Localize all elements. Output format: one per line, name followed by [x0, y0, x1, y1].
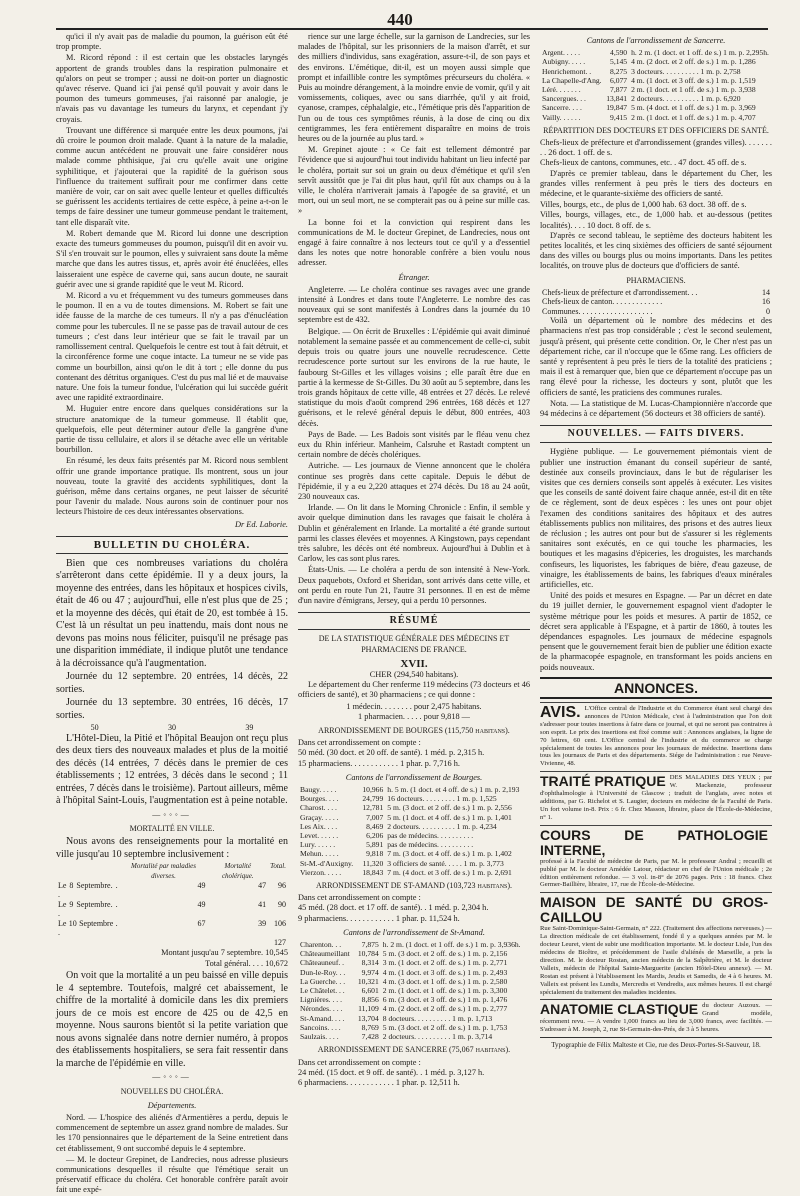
table-header: Mortalité par maladies diverses.: [131, 862, 196, 880]
ad-anatomie: [540, 999, 772, 1034]
page-number: 440: [387, 10, 413, 29]
table-row: [298, 968, 530, 977]
table-cell: 18,843: [362, 867, 384, 877]
mortalite-table: [56, 862, 288, 947]
ratio-pharmacien: 1 pharmacien. . . . . pour 9,818 —: [358, 711, 470, 721]
cantons-stamand-title: Cantons de l'arrondissement de St-Amand.: [343, 927, 485, 937]
ricord-discussion: [56, 32, 288, 518]
table-cell: 7 m. (4 doct. et 3 off. de s.) 1 m. p. 2,691: [387, 867, 512, 877]
paragraph: M. Grepinet ajoute : « Ce fait est tellement démontré par l'évidence que si aujourd'hui tout individu habitant un lieu infecté par le choléra, portait sur soi un grain ou deux d'émétique et qu'il s'en servît aussitôt que je l'ai dit plus haut, qu'il fût aux champs ou à la ville, le choléra n'arriverait jamais à l'apogée de sa gravité, et un mort, oui un seul mort, ne se compterait pas ou à peine sur mille cas. »: [298, 145, 530, 216]
table-cell: h. 5 m. (1 doct. et 4 off. de s.) 1 m. p. 2,193: [387, 785, 520, 795]
table-row: [540, 85, 772, 94]
ad-traite: [540, 771, 772, 821]
table-cell: 5 m. (1 doct. et 4 off. de s.) 1 m. p. 1,401: [387, 812, 512, 822]
table-cell: 4 m. (2 doct. et 2 off. de s.) 1 m. p. 2,777: [382, 1004, 508, 1014]
table-row: [540, 57, 772, 66]
table-cell: 16 docteurs. . . . . . . . . 1 m. p. 1,525: [387, 794, 497, 804]
arr-sancerre-l1: 24 méd. (15 doct. et 9 off. de santé). . 1 méd. p. 3,127 h.: [298, 1067, 485, 1077]
column-2: [298, 32, 530, 1101]
printer-footer: Typographie de Félix Malteste et Cie, rue des Deux-Portes-St-Sauveur, 18.: [540, 1037, 772, 1050]
table-row: [540, 297, 772, 306]
table-cell: Chefs-lieux de préfecture et d'arrondissement. . .: [542, 287, 698, 297]
table-cell: Henrichemont. .: [542, 66, 592, 76]
table-row: [298, 940, 530, 949]
arr-bourges-intro: Dans cet arrondissement on compte :: [298, 738, 421, 748]
paragraph: En résumé, les deux faits présentés par M. Ricord nous semblent offrir une grande importance pratique. Ils montrent, sous un jour nouveau, toute la gravité des accidents syphilitiques, dont la guérison, même dans certains organes, ne peut laisser de sécurité pour l'avenir du malade. Nous aurons soin de continuer pour nos lecteurs l'histoire de ces deux intéressantes observations.: [56, 456, 288, 517]
table-cell: 4 m. (3 doct. et 1 off. de s.) 1 m. p. 2,580: [382, 976, 508, 986]
bulletin-number: 30: [167, 723, 176, 733]
table-row: [298, 986, 530, 995]
ad-cours: [540, 825, 772, 890]
table-cell: 47: [258, 881, 267, 891]
cantons-sancerre-title: Cantons de l'arrondissement de Sancerre.: [586, 36, 726, 45]
arr-bourges-l1: 50 méd. (30 doct. et 20 off. de santé). 1 méd. p. 2,315 h.: [298, 748, 485, 758]
table-row: [56, 881, 288, 900]
departements-label: Départements.: [147, 1100, 197, 1110]
repartition-l2: Chefs-lieux de cantons, communes, etc. . 47 doct. 45 off. de s.: [540, 158, 747, 168]
table-cell: 4 m. (2 doct. et 2 off. de s.) 1 m. p. 1,286: [631, 57, 756, 67]
table-cell: Sancergues. . .: [542, 94, 586, 104]
table-cell: Nérondes. . . .: [300, 1004, 343, 1014]
table-cell: Graçay. . . . .: [300, 812, 339, 822]
table-row: [540, 76, 772, 85]
paragraph: Pays de Bade. — Les Badois sont visités par le fléau venu chez eux du Rhin inférieur. Manheim, Calsruhe et Rastadt comptent un certain nombre de décès cholériques.: [298, 429, 530, 460]
table-row: [540, 307, 772, 316]
table-row: [298, 868, 530, 877]
table-cell: 13,704: [357, 1013, 379, 1023]
table-row: [540, 67, 772, 76]
paragraph: Bien que ces nombreuses variations du choléra s'arrêteront dans cette épidémie. Il y a deux jours, la moyenne des entrées, dans les hôpitaux et hospices civils, était de 46 ou 47 ; aujourd'hui, elle n'est plus que de 25 ; et la moyenne des décès, qui était de 20, est tombée à 15. C'est là un résultat un peu inattendu, mais dont nous ne devons pas moins nous féliciter, puisqu'il ne présage pas une disparition immédiate, il indique plutôt une tendance à la décroissance qu'à l'augmentation.: [56, 557, 288, 669]
table-cell: Vierzon. . . . .: [300, 867, 342, 877]
table-cell: 5 m. (3 doct. et 2 off. de s.) 1 m. p. 1,753: [382, 1022, 508, 1032]
table-row: [540, 94, 772, 103]
cher-line: CHER (294,540 habitans).: [369, 669, 459, 679]
faits-hygiene: Hygiène publique. — Le gouvernement piémontais vient de publier une instruction émanant du conseil supérieur de santé, destinée aux conseils provinciaux, dans le but de régulariser les visites que ces derniers conseils sont appelés à exécuter. Les visites que les conseils de santé doivent faire chaque année, est-il dit en tête de ce règlement, sont de deux espèces : les unes ont pour objet l'examen des conditions sanitaires des hôpitaux et des autres établissements publics non militaires, des prisons et des autres lieux de réclusion ; les autres ont pour but de s'assurer si les règlements sanitaires sont exécutés, en ce qui touche les pharmacies, les boutiques et les magasins d'épiceries, les droguistes, les marchands confiseurs, les liquoristes, les fabriques de bière, d'eau gazeuse, de vinaigre, les établissements de bains, les fabriques d'eaux minérales artificielles, etc.: [540, 447, 772, 589]
table-row: [540, 103, 772, 112]
repartition-l4: Villes, bourgs, villages, etc., de 1,000 hab. et au-dessous (petites localités). . . . 10 doct. 8 off. de s.: [540, 210, 772, 230]
table-cell: La Chapelle-d'Ang.: [542, 75, 602, 85]
table-cell: 4,590: [610, 48, 628, 58]
table-cell: 5 m. (3 doct. et 2 off. de s.) 1 m. p. 2,156: [382, 949, 508, 959]
table-row: [298, 849, 530, 858]
repartition-title: RÉPARTITION DES DOCTEURS ET DES OFFICIERS DE SANTÉ.: [543, 125, 769, 135]
table-row: [56, 919, 288, 938]
table-cell: 41: [258, 899, 267, 909]
table-row: [298, 1023, 530, 1032]
paragraph: qu'ici il n'y avait pas de maladie du poumon, la guérison eût été trop prompte.: [56, 32, 288, 52]
table-cell: 10,966: [362, 785, 384, 795]
repartition-p1: D'après ce premier tableau, dans le département du Cher, les grandes villes renferment à peu près le tiers des docteurs en médecine, et le quarante-sixième des officiers de santé.: [540, 168, 772, 199]
table-cell: 2 m. (1 doct. et 1 off. de s.) 1 m. p. 3,938: [631, 85, 756, 95]
table-cell: Sancoins. . . .: [300, 1022, 341, 1032]
faits-poids-mesures: Unité des poids et mesures en Espagne. — Par un décret en date du 19 juillet dernier, le gouvernement espagnol vient d'adopter le système métrique pour les poids et mesures. A partir de 1852, ce décret sera applicable à l'Espagne, et à partir de 1860, à toutes les dépendances espagnoles. Les journaux de médecine espagnols pensent que le gouvernement ferait bien de publier une édition exacte de la pharmacopée espagnole, en transformant les poids anciens en poids nouveaux.: [540, 591, 772, 672]
table-cell: 49: [197, 899, 206, 909]
table-cell: 106: [274, 918, 286, 928]
table-cell: 5 m. (3 doct. et 2 off. de s.) 1 m. p. 2,556: [387, 803, 512, 813]
repartition-p2: D'après ce second tableau, le septième des docteurs habitent les petites localités, et les cinq sixièmes des officiers de santé séjournent dans des villes ou bourgs plus ou moins importants. Dans les petites localités, on trouve plus de docteurs que d'officiers de santé.: [540, 230, 772, 271]
table-row: [298, 1032, 530, 1041]
table-row: [298, 859, 530, 868]
table-cell: 7,875: [361, 940, 379, 950]
ad-avis: [540, 702, 772, 768]
table-cell: 5,145: [610, 57, 628, 67]
table-cell: Charost. . . .: [300, 803, 337, 813]
bulletin-after: L'Hôtel-Dieu, la Pitié et l'hôpital Beaujon ont reçu plus des deux tiers des nouveaux malades et plus de la moitié des décès (14 entrées, 7 décès dans le premier de ces établissements ; 12 entrées, 3 décès dans le second ; 11 entrées, 7 décès dans le troisième). Partout ailleurs, même à l'hôpital Saint-Louis, l'augmentation est à peine notable.: [56, 732, 288, 807]
table-row: [56, 900, 288, 919]
table-cell: 6,601: [361, 986, 379, 996]
cher-intro: Le département du Cher renferme 119 médecins (73 docteurs et 46 officiers de santé), et 30 pharmaciens ; ce qui donne :: [298, 680, 530, 700]
etranger-news: [298, 285, 530, 606]
arr-sancerre-l2: 6 pharmaciens. . . . . . . . . . . . 1 phar. p. 12,511 h.: [298, 1077, 460, 1087]
paragraph: rience sur une large échelle, sur la garnison de Landrecies, sur les malades de l'hôpital, sur les prisonniers de la maison d'arrêt, et sur des milliers d'individus, sans exagération, assure-t-il, de son pays et des environs. L'émétique, dit-il, est un moyen aussi simple que prompt et infaillible contre les symptômes précurseurs du choléra. « Puis au moindre dérangement, à la moindre envie de vomir, qu'il y ait vomissements, coliques, avec ou sans diarrhée, qu'il y ait froid, cyanose, crampes, céphalalgie, etc., l'émétique pris dès l'apparition de l'un ou de tous ces symptômes réunis, à la dose de cinq ou dix centigrammes, les fera entièrement disparaître en moins de trois heures ou de la journée au plus tard. »: [298, 32, 530, 144]
table-cell: 3 docteurs. . . . . . . . . . 1 m. p. 2,758: [631, 66, 741, 76]
table-cell: 8,314: [361, 958, 379, 968]
table-row: [540, 48, 772, 57]
table-cell: Aubigny. . . . .: [542, 57, 586, 67]
table-cell: Le Châtelet. . .: [300, 986, 345, 996]
paragraph: Journée du 12 septembre. 20 entrées, 14 décès, 22 sorties.: [56, 671, 288, 695]
table-cell: Dun-le-Roy. . .: [300, 967, 346, 977]
pharmaciens-table: [540, 288, 772, 316]
table-cell: Lury. . . . . .: [300, 840, 336, 850]
table-cell: h. 2 m. (1 doct. et 1 off. de s.) 1 m. p. 2,295h.: [631, 48, 769, 58]
table-cell: Châteaumeillant: [300, 949, 350, 959]
arr-bourges-title: ARRONDISSEMENT DE BOURGES (115,750 habitans).: [318, 726, 510, 735]
table-cell: 14: [762, 287, 770, 297]
table-cell: Levet. . . . . .: [300, 831, 339, 841]
arr-stamand-l2: 9 pharmaciens. . . . . . . . . . . . 1 phar. p. 11,524 h.: [298, 913, 460, 923]
faits-divers-title: NOUVELLES. — FAITS DIVERS.: [540, 425, 772, 443]
section-number: XVII.: [400, 657, 428, 670]
resume-title: RÉSUMÉ: [298, 612, 530, 630]
table-cell: 12,781: [362, 803, 384, 813]
nouvelles-body: [56, 1113, 288, 1196]
column-3: [540, 32, 772, 1101]
ad-traite-body: DES MALADIES DES YEUX ; par W. Mackenzie, professeur d'ophthalmologie à l'Université de Glascow ; traduit de l'anglais, avec notes et additions, par G. Richelot et S. Laugier, docteurs en médecine de la Faculté de Paris. Un fort volume in-8. Prix : 6 fr. Chez Masson, libraire, place de l'École-de-Médecine, n° 1.: [540, 774, 772, 821]
table-cell: 9,818: [366, 849, 384, 859]
table-cell: 8,275: [610, 66, 628, 76]
cantons-sancerre-table: [540, 48, 772, 122]
table-cell: 24,799: [362, 794, 384, 804]
table-cell: Mehun. . . . .: [300, 849, 339, 859]
table-cell: Argent. . . . .: [542, 48, 581, 58]
paragraph: — M. le docteur Grepinet, de Landrecies, nous adresse plusieurs communications desquelles il résulte que l'émétique serait un préservatif efficace du choléra. Cet honorable confrère paraît avoir fait une expé-: [56, 1154, 288, 1195]
table-cell: 5,891: [366, 840, 384, 850]
arr-stamand-l1: 45 méd. (28 doct. et 17 off. de santé). . 1 méd. p. 2,304 h.: [298, 903, 489, 913]
table-cell: 3 m. (1 doct. et 2 off. de s.) 1 m. p. 2,771: [382, 958, 508, 968]
table-header: Mortalité cholérique.: [221, 862, 254, 880]
paragraph: La bonne foi et la conviction qui respirent dans les communications de M. le docteur Grepinet, de Landrecies, nous ont engagé à faire connaître à nos lecteurs tout ce qu'il y a d'essentiel dans les notes que notre honorable confrère a bien voulu nous adresser.: [298, 217, 530, 268]
cantons-bourges-table: [298, 785, 530, 877]
table-cell: 10,784: [357, 949, 379, 959]
table-cell: 4 m. (1 doct. et 3 off. de s.) 1 m. p. 2,493: [382, 967, 508, 977]
table-cell: 90: [278, 899, 286, 909]
arr-sancerre-title: ARRONDISSEMENT DE SANCERRE (75,067 habitans).: [317, 1045, 511, 1055]
paragraph: États-Unis. — Le choléra a perdu de son intensité à New-York. Deux paquebots, Oxford et Sheridan, sont arrivés dans cette ville, et ont perdu en route l'un 21, l'autre 31 personnes. Il en est de même d'un navire d'émigrans, Jersey, qui a perdu 10 personnes.: [298, 565, 530, 605]
mortalite-title: MORTALITÉ EN VILLE.: [129, 824, 215, 834]
paragraph: Angleterre. — Le choléra continue ses ravages avec une grande intensité à Londres et dans toute l'Angleterre. Le nombre des cas nouveaux qui se sont manifestés à Londres dans la journée du 10 septembre est de 432.: [298, 284, 530, 325]
table-cell: Le 8 Septembre. . .: [58, 881, 118, 900]
table-row: [540, 288, 772, 297]
ad-maison-body: Rue Saint-Dominique-Saint-Germain, n° 222. (Traitement des affections nerveuses.) — La direction médicale de cet établissement, fondé il y a quelques années par M. le docteur Leuret, vient de subir une modification importante. M. le docteur Lisle, l'un des médecins de Bicêtre, et précédemment de l'asile d'aliénés de Marseille, a pris la direction. M. le docteur Rostan, ancien médecin de la Salpêtrière, et M. le docteur Valleix, médecin de l'hôpital Sainte-Marguerite (ancien Hôtel-Dieu annexe). — M. Rostan est présent à l'établissement les Mardis, Jeudis et Samedis, de 4 à 6 heures. M. Valleix est présent les Lundis, Mercredis et Vendredis, aux mêmes heures. Il est chargé spécialement du traitement des maladies incidentes.: [540, 925, 772, 996]
table-cell: 0: [766, 306, 770, 316]
table-cell: 67: [197, 918, 206, 928]
table-cell: Communes. . . . . . . . . . . . . . . . . . .: [542, 306, 653, 316]
bulletin-body: [56, 558, 288, 723]
table-cell: 13,841: [606, 94, 628, 104]
table-row: [298, 1014, 530, 1023]
table-cell: pas de médecins. . . . . . . . . .: [387, 840, 474, 850]
table-cell: 7 m. (3 doct. et 4 off. de s.) 1 m. p. 1,402: [387, 849, 512, 859]
paragraph: Irlande. — On lit dans le Morning Chronicle : Enfin, il semble y avoir quelque diminution dans les ravages que faisait le choléra à Dublin et généralement en Irlande. La mortalité a été grande surtout parmi les classes élevées et moyennes. A Kingstown, pays cependant très salubre, les décès ont été nombreux. Aujourd'hui à Dublin et à Carlow, les cas sont plus rares.: [298, 503, 530, 564]
table-cell: Le 9 Septembre. . .: [58, 899, 118, 919]
etranger-label: Étranger.: [398, 272, 430, 282]
table-row: [298, 831, 530, 840]
table-row: [540, 113, 772, 122]
grepinet-text: [298, 32, 530, 269]
arr-stamand-title: ARRONDISSEMENT DE ST-AMAND (103,723 habitans).: [315, 881, 513, 891]
table-cell: 6,206: [366, 831, 384, 841]
paragraph: Nord. — L'hospice des aliénés d'Armentières a perdu, depuis le commencement de septembre un assez grand nombre de malades. Sur les 170 pensionnaires que le département de la Seine entretient dans cet établissement, 9 ont succombé depuis le 4 septembre.: [56, 1112, 288, 1153]
top-rule: [56, 28, 768, 30]
table-row: [298, 977, 530, 986]
ad-maison: [540, 892, 772, 996]
table-cell: Saulzais. . . .: [300, 1032, 339, 1042]
paragraph: M. Ricord a vu et fréquemment vu des tumeurs gommeuses dans le poumon. Il en a vu de toutes dimensions. M. Robert se fait une idée fausse de la marche de ces tumeurs. Il n'y a pas d'énucléation comme pour les tubercules. Il ne se passe pas de travail autour de ces tumeurs ; c'est dans leur intérieur que se fait le travail par un ramollissement central. Quelquefois le centre est tout à fait détruit, et la circonférence forme une coque intacte. La tumeur ne se vide pas comme un bourbillon, ainsi qu'on le dit à tort ; elle donne du pus contenant des détritus organiques. C'est du pus mal lié et de mauvaise nature. Une fois la tumeur fondue, l'ulcération qui lui succède guérit avec une rapidité extraordinaire.: [56, 291, 288, 403]
mortalite-total: Total général. . . . 10,672: [205, 959, 288, 969]
table-row: [298, 1004, 530, 1013]
arr-bourges-l2: 15 pharmaciens. . . . . . . . . . . . 1 phar. p. 7,716 h.: [298, 758, 460, 768]
table-cell: 8 docteurs. . . . . . . . . . 1 m. p. 1,713: [382, 1013, 493, 1023]
nouvelles-title: NOUVELLES DU CHOLÉRA.: [120, 1086, 224, 1096]
bulletin-number: 39: [245, 723, 254, 733]
table-cell: 4 m. (1 doct. et 3 off. de s.) 1 m. p. 1,519: [631, 75, 756, 85]
repartition-l3: Villes, bourgs, etc., de plus de 1,000 hab. 63 doct. 38 off. de s.: [540, 200, 747, 210]
table-cell: 6,077: [610, 75, 628, 85]
table-cell: 11,109: [358, 1004, 379, 1014]
divider: —◦◦◦—: [152, 809, 192, 819]
table-cell: Chefs-lieux de canton. . . . . . . . . . . . .: [542, 297, 663, 307]
table-cell: Baugy. . . . .: [300, 785, 337, 795]
column-1: [56, 32, 288, 1195]
table-cell: 9,415: [610, 112, 628, 122]
table-cell: 16: [762, 297, 770, 307]
table-cell: 8,856: [361, 995, 379, 1005]
table-row: [298, 840, 530, 849]
mortalite-sum: 127: [274, 937, 286, 947]
table-cell: Sancerre. . . .: [542, 103, 582, 113]
annonces-title: ANNONCES.: [540, 677, 772, 699]
resume-subtitle: DE LA STATISTIQUE GÉNÉRALE DES MÉDECINS ET PHARMACIENS DE FRANCE.: [318, 634, 510, 654]
table-cell: pas de médecins. . . . . . . . . .: [387, 831, 474, 841]
table-row: [298, 803, 530, 812]
table-cell: 7,007: [366, 812, 384, 822]
table-cell: St-M.-d'Auxigny.: [300, 858, 354, 868]
signature: Dr Ed. Laborie.: [234, 519, 288, 529]
table-row: [298, 822, 530, 831]
table-row: [298, 813, 530, 822]
table-cell: 10,321: [357, 976, 379, 986]
table-cell: 3 officiers de santé. . . . . 1 m. p. 3,773: [387, 858, 504, 868]
table-cell: Lignières. . . .: [300, 995, 342, 1005]
table-cell: 39: [258, 918, 267, 928]
bulletin-number: 50: [90, 723, 99, 733]
table-cell: 8,469: [366, 821, 384, 831]
paragraph: M. Huguier entre encore dans quelques considérations sur la structure anatomique de la tumeur gommeuse. Il établit que, quelquefois, elle peut déterminer autour d'elle la gangrène d'une partie de tissu cellulaire, et alors il se détache avec elle un véritable bourbillon.: [56, 404, 288, 455]
ad-cours-body: professé à la Faculté de médecine de Paris, par M. le professeur Andral ; recueilli et publié par M. le docteur Amédée Latour, rédacteur en chef de l'Union médicale ; 2e édition entièrement refondue. — 3 vol. in-8° de 2076 pages. Prix : 18 francs. Chez Germer-Baillière, libraire, 17, rue de l'École-de-Médecine.: [540, 857, 772, 889]
bulletin-title: BULLETIN DU CHOLÉRA.: [56, 536, 288, 554]
table-cell: Les Aix. . . .: [300, 821, 338, 831]
table-cell: 6 m. (3 doct. et 3 off. de s.) 1 m. p. 1,476: [382, 995, 508, 1005]
nota: Nota. — La statistique de M. Lucas-Championnière n'accorde que 94 médecins à ce département (56 docteurs et 38 officiers de santé).: [540, 398, 772, 418]
paragraph: Journée du 13 septembre. 30 entrées, 16 décès, 17 sorties.: [56, 697, 288, 721]
pharmaciens-text: Voilà un département où le nombre des médecins et des pharmaciens n'est pas trop considérable ; c'est le second seulement, jusqu'à présent, qui présente cette condition. Or, le Cher n'est pas un département riche, car il n'occupe que le 65me rang. Les officiers de santé y représentent à peu près le tiers de la totalité des praticiens ; mais il est à remarquer que, bien que ce département n'occupe pas un rang élevé pour la richesse, les docteurs y sont, plutôt que les officiers de santé, les praticiens des communes rurales.: [540, 316, 772, 397]
table-cell: Charenton. . .: [300, 940, 342, 950]
table-row: [298, 794, 530, 803]
repartition-l1: Chefs-lieux de préfecture et d'arrondissement (grandes villes). . . . . . . . . 26 doct. 1 off. de s.: [540, 138, 772, 158]
table-row: [298, 949, 530, 958]
table-cell: Le 10 Septembre . .: [58, 918, 118, 938]
mortalite-montant: Montant jusqu'au 7 septembre. 10,545: [161, 947, 288, 957]
ad-maison-title: MAISON DE SANTÉ DU GROS-CAILLOU: [540, 894, 768, 926]
table-cell: 2 m. (1 doct. et 1 off. de s.) 1 m. p. 3,300: [382, 986, 508, 996]
ad-avis-body: L'Office central de l'Industrie et du Commerce étant seul chargé des annonces de l'Union Médicale, c'est à l'administration que l'on doit s'adresser pour toutes insertions à faire dans ce journal, et qui ne seront pas contraires à son esprit. Le prix des insertions est fixé comme suit : Annonces anglaises, la ligne de 70 lettres, 60 cent. L'Office central de l'industrie et du commerce se charge spécialement de toutes les annonces pour les journaux de médecine. Insertions dans tous les journaux de Paris et des départements. Siége de l'administration : rue Neuve-Vivienne, 48.: [540, 705, 772, 768]
pharmaciens-title: PHARMACIENS.: [626, 275, 686, 285]
mortalite-after: On voit que la mortalité a un peu baissé en ville depuis le 4 septembre. Toutefois, malgré cet abaissement, le chiffre de la mortalité à domicile dans les dix premiers jours de ce mois est encore de 425 ou de 42,5 en moyenne. Nous saurons bientôt si la petite variation que nous avons signalée dans notre dernier numéro, à propos des établissements hospitaliers, se sera fait ressentir dans la marche de l'épidémie en ville.: [56, 970, 288, 1069]
table-cell: 5 m. (4 doct. et 1 off. de s.) 1 m. p. 3,969: [631, 103, 756, 113]
table-cell: 2 docteurs. . . . . . . . . . 1 m. p. 6,920: [631, 94, 741, 104]
table-cell: 9,974: [361, 967, 379, 977]
arr-stamand-intro: Dans cet arrondissement on compte :: [298, 893, 421, 903]
table-cell: 7,428: [361, 1032, 379, 1042]
table-row: [298, 785, 530, 794]
table-cell: 7,877: [610, 85, 628, 95]
table-cell: 49: [197, 881, 206, 891]
ratio-medecin: 1 médecin. . . . . . . . pour 2,475 habitans.: [346, 701, 482, 711]
table-cell: 11,320: [362, 858, 384, 868]
table-cell: 8,769: [361, 1022, 379, 1032]
paragraph: M. Ricord répond : il est certain que les obstacles laryngés apportent de grands troubles dans la respiration pulmonaire et qu'alors on peut se tromper ; aussi ne doit-on porter un diagnostic qu'avec réserve. Quand ici j'ai pensé qu'il pouvait y avoir dans le poumon des tumeurs gommeuses, j'ai raisonné par analogie, je n'avais pas vu davantage les tumeurs du larynx, et cependant j'y croyais.: [56, 53, 288, 124]
table-header: [56, 862, 120, 881]
table-row: [298, 958, 530, 967]
table-cell: Vailly. . . . . .: [542, 112, 581, 122]
table-cell: Châteauneuf. .: [300, 958, 345, 968]
table-header: Total.: [270, 862, 286, 871]
table-cell: Bourges. . . .: [300, 794, 339, 804]
paragraph: Belgique. — On écrit de Bruxelles : L'épidémie qui avait diminué notablement la semaine passée et au commencement de celle-ci, subit depuis trois ou quatre jours une nouvelle recrudescence. Cette recrudescence porte surtout sur les environs de la rue haute, le faubourg St-Gilles et les villages voisins ; elle paraît être due en partie à la kermesse de St-Gilles. Du 30 août au 5 septembre, dans les trois grands hôpitaux de cette ville, 48 entrées et 27 décès. Le relevé statistique du mois d'août comprend 296 entrées, 168 décès et 127 guérisons, et le relevé général depuis le début, 800 entrées, 403 décès.: [298, 326, 530, 428]
arr-sancerre-intro: Dans cet arrondissement on compte :: [298, 1057, 421, 1067]
ad-anatomie-body: du docteur Auzoux. — Grand modèle, récemment revu. — A vendre 1,000 francs au lieu de 3,000 francs, avec facilités. — S'adresser à M. Joseph, 2, rue St-Germain-des-Prés, de 3 à 5 heures.: [540, 1002, 772, 1034]
mortalite-intro: Nous avons des renseignements pour la mortalité en ville jusqu'au 10 septembre inclusivement :: [56, 836, 288, 860]
table-row: [298, 995, 530, 1004]
paragraph: Trouvant une différence si marquée entre les deux poumons, j'ai dû croire le poumon droit malade. Quant à la nature de la maladie, comme aucun antécédent ne prouvait une faire considérer nous malade comme phthisique, j'ai cru qu'elle avait une origine syphilitique, et j'ajouterai que la rapidité de la guérison sous l'influence du traitement suffirait pour me confirmer dans cette manière de voir, car on sait avec quelle lenteur et quelles difficultés se guérissent les accidents tertiaires de cette espèce, à peine a-t-on le temps de faire dessiner une tumeur gommeuse pendant le traitement, tant elle disparaît vite.: [56, 125, 288, 227]
table-cell: h. 2 m. (1 doct. et 1 off. de s.) 1 m. p. 3,936h.: [382, 940, 521, 950]
bulletin-numbers: [56, 723, 288, 732]
table-cell: 19,847: [606, 103, 628, 113]
ad-avis-title: AVIS.: [540, 704, 581, 721]
cantons-stamand-table: [298, 940, 530, 1041]
table-cell: Léré. . . . . . .: [542, 85, 581, 95]
table-cell: 2 m. (1 doct. et 1 off. de s.) 1 m. p. 4,707: [631, 112, 756, 122]
divider: —◦◦◦—: [152, 1072, 192, 1082]
ad-cours-title: COURS DE PATHOLOGIE INTERNE,: [540, 826, 768, 858]
ad-traite-title: TRAITÉ PRATIQUE: [540, 773, 666, 790]
table-cell: 96: [278, 881, 286, 891]
ad-anatomie-title: ANATOMIE CLASTIQUE: [540, 1001, 699, 1018]
paragraph: M. Robert demande que M. Ricord lui donne une description exacte des tumeurs gommeuses du poumon, puisqu'il dit en avoir vu. S'il s'en trouvait sur le poumon, elles y suivraient sans doute la même marche que dans les autres tissus, et, après avoir été énucléées, elles laisseraient une espèce de caverne qui, sans aucun doute, ne saurait guérir avec une si grande rapidité que le veut M. Ricord.: [56, 228, 288, 289]
table-cell: 2 docteurs. . . . . . . . . . 1 m. p. 4,234: [387, 821, 497, 831]
cantons-bourges-title: Cantons de l'arrondissement de Bourges.: [345, 772, 483, 782]
table-cell: St-Amand. . . .: [300, 1013, 345, 1023]
table-cell: La Guerche. . .: [300, 976, 346, 986]
paragraph: Autriche. — Les journaux de Vienne annoncent que le choléra continue ses progrès dans cette capitale. Depuis le début de l'épidémie, il y a eu 2,220 attaques et 274 décès. Du 18 au 24 août, 230 nouveaux cas.: [298, 461, 530, 501]
table-cell: 2 docteurs. . . . . . . . . . 1 m. p. 3,714: [382, 1032, 493, 1042]
